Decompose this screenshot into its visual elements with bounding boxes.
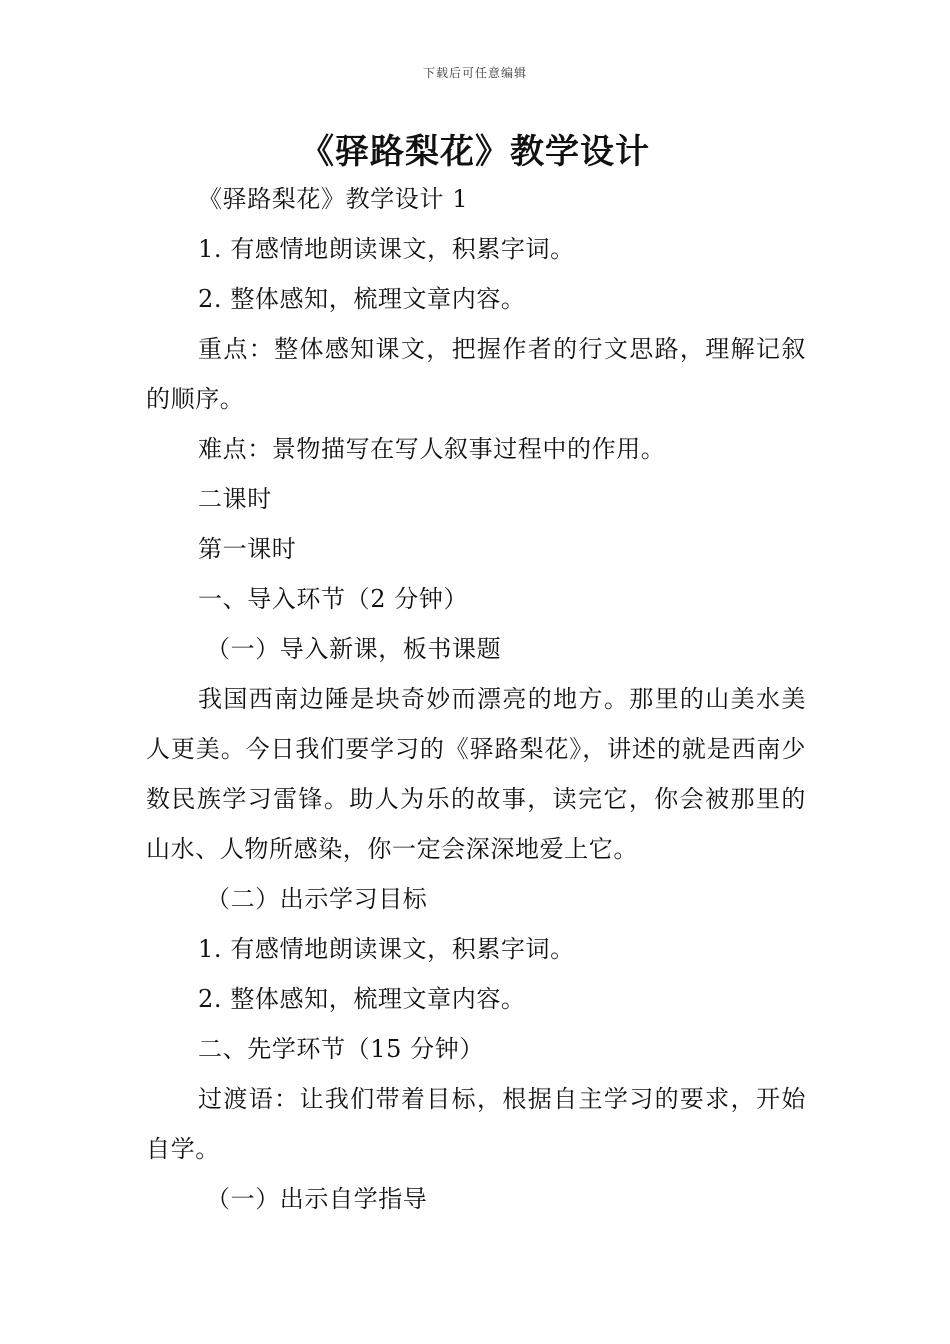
paragraph-first-lesson: 第一课时 xyxy=(198,535,297,563)
paragraph-intro-text: 我国西南边陲是块奇妙而漂亮的地方。那里的山美水美人更美。今日我们要学习的《驿路梨花》，讲述的就是西南少数民族学习雷锋。助人为乐的故事，读完它，你会被那里的山水、人物所感染，你一定会深深地爱上它。 xyxy=(146,685,806,863)
paragraph-lesson-count: 二课时 xyxy=(198,485,272,513)
paragraph-subtitle: 《驿路梨花》教学设计 1 xyxy=(198,185,469,213)
section-heading-intro: 一、导入环节（2 分钟） xyxy=(198,585,469,613)
paragraph-key-point: 重点：整体感知课文，把握作者的行文思路，理解记叙的顺序。 xyxy=(146,335,806,413)
document-body xyxy=(146,174,806,1224)
paragraph-goal-2: 2. 整体感知，梳理文章内容。 xyxy=(198,285,526,313)
paragraph-difficulty: 难点：景物描写在写人叙事过程中的作用。 xyxy=(198,435,666,463)
paragraph-objective-2: 2. 整体感知，梳理文章内容。 xyxy=(198,985,526,1013)
subsection-heading-guidance: （一）出示自学指导 xyxy=(206,1185,428,1213)
paragraph-goal-1: 1. 有感情地朗读课文，积累字词。 xyxy=(198,235,575,263)
paragraph-transition: 过渡语：让我们带着目标，根据自主学习的要求，开始自学。 xyxy=(146,1085,806,1163)
section-heading-self-study: 二、先学环节（15 分钟） xyxy=(198,1035,484,1063)
header-note: 下载后可任意编辑 xyxy=(422,66,527,80)
subsection-heading-new-lesson: （一）导入新课，板书课题 xyxy=(206,635,502,663)
paragraph-objective-1: 1. 有感情地朗读课文，积累字词。 xyxy=(198,935,575,963)
document-title: 《驿路梨花》教学设计 xyxy=(300,132,650,172)
subsection-heading-objectives: （二）出示学习目标 xyxy=(206,885,428,913)
